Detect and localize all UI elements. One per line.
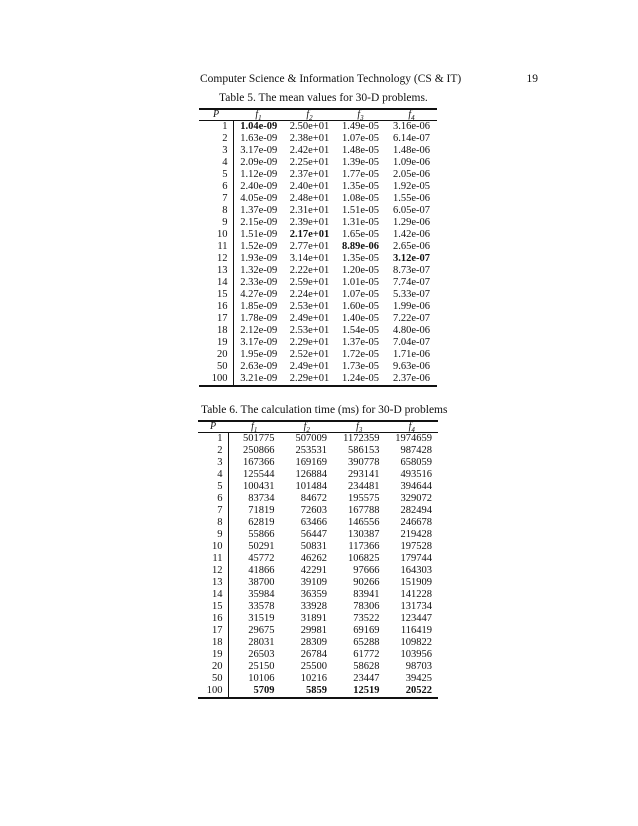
table-row <box>198 661 438 673</box>
table-cell: 1.65e-05 <box>341 228 380 240</box>
table-cell: 3.21e-09 <box>233 373 284 386</box>
table-cell: 2.53e+01 <box>289 324 330 336</box>
table-cell: 987428 <box>400 444 432 456</box>
column-header-f3: $f_3$ <box>333 421 386 432</box>
table-cell: 1.95e-09 <box>240 348 278 360</box>
table-cell: 4.05e-09 <box>240 192 278 204</box>
table-cell: 3.17e-09 <box>240 144 278 156</box>
table-cell: 1.32e-09 <box>240 264 278 276</box>
table-cell: 2.42e+01 <box>289 144 330 156</box>
table-row <box>199 205 437 217</box>
table-cell: 71819 <box>248 504 275 516</box>
table-cell: 390778 <box>348 456 380 468</box>
table-cell: 25150 <box>248 660 275 672</box>
column-header-p: P <box>198 421 228 432</box>
row-label: 4 <box>198 469 228 481</box>
table-cell: 4.27e-09 <box>240 288 278 300</box>
table-cell: 2.59e+01 <box>289 276 330 288</box>
table-cell: 38700 <box>248 576 275 588</box>
table-cell: 97666 <box>353 564 380 576</box>
table-cell: 73522 <box>353 612 380 624</box>
table-cell: 2.33e-09 <box>240 276 278 288</box>
table-row <box>198 613 438 625</box>
row-label: 3 <box>199 145 233 157</box>
table-cell: 69169 <box>353 624 380 636</box>
table-cell: 1.85e-09 <box>240 300 278 312</box>
table-cell: 3.14e+01 <box>289 252 330 264</box>
table-cell: 1.24e-05 <box>335 373 386 386</box>
table-cell: 116419 <box>400 624 432 636</box>
row-label: 20 <box>199 349 233 361</box>
row-label: 15 <box>198 601 228 613</box>
row-label: 13 <box>198 577 228 589</box>
table-cell: 1.39e-05 <box>341 156 380 168</box>
table-cell: 1.54e-05 <box>341 324 380 336</box>
table-cell: 329072 <box>400 492 432 504</box>
row-label: 5 <box>198 481 228 493</box>
row-label: 5 <box>199 169 233 181</box>
table-cell: 23447 <box>353 672 380 684</box>
table-cell: 123447 <box>400 612 432 624</box>
table-row <box>198 601 438 613</box>
table-cell: 179744 <box>400 552 432 564</box>
row-label: 7 <box>199 193 233 205</box>
table-cell: 1.71e-06 <box>392 348 431 360</box>
column-header-f4: $f_4$ <box>386 421 439 432</box>
header-row <box>198 421 438 432</box>
table-cell: 2.40e-09 <box>240 180 278 192</box>
table-row <box>198 469 438 481</box>
row-label: 100 <box>199 373 233 386</box>
table-cell: 2.09e-09 <box>240 156 278 168</box>
table-cell: 658059 <box>400 456 432 468</box>
table-cell: 1.60e-05 <box>341 300 380 312</box>
table-cell: 2.15e-09 <box>240 216 278 228</box>
header-title: Computer Science & Information Technology (CS & IT) <box>200 73 462 85</box>
row-label: 50 <box>198 673 228 685</box>
table-row <box>199 253 437 265</box>
row-label: 20 <box>198 661 228 673</box>
table-cell: 2.50e+01 <box>289 120 330 132</box>
table-row <box>198 517 438 529</box>
row-label: 7 <box>198 505 228 517</box>
column-header-f3: $f_3$ <box>335 109 386 120</box>
table-row <box>199 193 437 205</box>
row-label: 6 <box>199 181 233 193</box>
table-cell: 78306 <box>353 600 380 612</box>
table-cell: 2.37e+01 <box>289 168 330 180</box>
table-cell: 586153 <box>348 444 380 456</box>
table-cell: 56447 <box>300 528 327 540</box>
table-row <box>198 529 438 541</box>
table-cell: 10216 <box>300 672 327 684</box>
table-cell: 1.48e-06 <box>392 144 431 156</box>
table-5-caption: Table 5. The mean values for 30-D problems. <box>219 92 428 104</box>
table-cell: 2.22e+01 <box>289 264 330 276</box>
table-cell: 33578 <box>248 600 275 612</box>
row-label: 9 <box>198 529 228 541</box>
table-cell: 83734 <box>248 492 275 504</box>
table-cell: 2.48e+01 <box>289 192 330 204</box>
table-row <box>199 349 437 361</box>
table-cell: 2.40e+01 <box>289 180 330 192</box>
table-cell: 2.49e+01 <box>289 312 330 324</box>
table-cell: 20522 <box>386 685 439 698</box>
page-number: 19 <box>526 73 538 85</box>
table-cell: 1.07e-05 <box>341 288 380 300</box>
table-row <box>198 505 438 517</box>
table-cell: 2.38e+01 <box>289 132 330 144</box>
table-cell: 167366 <box>243 456 275 468</box>
table-row <box>199 145 437 157</box>
row-label: 17 <box>198 625 228 637</box>
table-row <box>198 589 438 601</box>
table-row <box>198 637 438 649</box>
table-cell: 1.37e-09 <box>240 204 278 216</box>
table-cell: 501775 <box>243 432 275 444</box>
table-cell: 7.74e-07 <box>392 276 431 288</box>
table-row <box>198 673 438 685</box>
table-row <box>199 373 437 386</box>
row-label: 8 <box>199 205 233 217</box>
table-6-calculation-time <box>198 420 438 699</box>
table-row <box>198 493 438 505</box>
table-cell: 45772 <box>248 552 275 564</box>
table-cell: 1.35e-05 <box>341 180 380 192</box>
table-cell: 1.73e-05 <box>341 360 380 372</box>
table-cell: 1.99e-06 <box>392 300 431 312</box>
table-cell: 35984 <box>248 588 275 600</box>
table-cell: 83941 <box>353 588 380 600</box>
row-label: 16 <box>198 613 228 625</box>
table-cell: 2.05e-06 <box>392 168 431 180</box>
table-cell: 109822 <box>400 636 432 648</box>
row-label: 2 <box>198 445 228 457</box>
row-label: 11 <box>198 553 228 565</box>
row-label: 19 <box>199 337 233 349</box>
table-cell: 1.72e-05 <box>341 348 380 360</box>
table-cell: 39109 <box>300 576 327 588</box>
table-cell: 1.51e-09 <box>240 228 278 240</box>
table-row <box>198 445 438 457</box>
table-cell: 6.05e-07 <box>392 204 431 216</box>
table-row <box>199 265 437 277</box>
table-cell: 1.93e-09 <box>240 252 278 264</box>
table-cell: 8.89e-06 <box>341 240 380 252</box>
row-label: 14 <box>199 277 233 289</box>
row-label: 17 <box>199 313 233 325</box>
table-cell: 250866 <box>243 444 275 456</box>
table-cell: 1.52e-09 <box>240 240 278 252</box>
table-cell: 130387 <box>348 528 380 540</box>
table-cell: 146556 <box>348 516 380 528</box>
row-label: 19 <box>198 649 228 661</box>
column-header-f1: $f_1$ <box>228 421 281 432</box>
table-row <box>199 301 437 313</box>
table-cell: 1.31e-05 <box>341 216 380 228</box>
table-cell: 58628 <box>353 660 380 672</box>
table-cell: 42291 <box>300 564 327 576</box>
table-row <box>198 481 438 493</box>
column-header-f4: $f_4$ <box>386 109 437 120</box>
row-label: 3 <box>198 457 228 469</box>
table-cell: 100431 <box>243 480 275 492</box>
table-row <box>199 277 437 289</box>
table-cell: 2.49e+01 <box>289 360 330 372</box>
table-cell: 62819 <box>248 516 275 528</box>
row-label: 8 <box>198 517 228 529</box>
row-label: 1 <box>198 432 228 445</box>
table-6-caption: Table 6. The calculation time (ms) for 30-D problems <box>201 404 448 416</box>
row-label: 9 <box>199 217 233 229</box>
table-cell: 5709 <box>228 685 281 698</box>
table-cell: 1.12e-09 <box>240 168 278 180</box>
table-cell: 507009 <box>295 432 327 444</box>
row-label: 50 <box>199 361 233 373</box>
row-label: 6 <box>198 493 228 505</box>
row-label: 14 <box>198 589 228 601</box>
table-cell: 219428 <box>400 528 432 540</box>
row-label: 1 <box>199 120 233 133</box>
table-cell: 31519 <box>248 612 275 624</box>
table-cell: 2.12e-09 <box>240 324 278 336</box>
table-cell: 1.09e-06 <box>392 156 431 168</box>
table-cell: 2.17e+01 <box>289 228 330 240</box>
table-row <box>198 553 438 565</box>
row-label: 10 <box>198 541 228 553</box>
table-cell: 1.63e-09 <box>240 132 278 144</box>
table-5-mean-values <box>199 108 437 387</box>
table-6-body <box>198 432 438 698</box>
table-cell: 1.20e-05 <box>341 264 380 276</box>
row-label: 18 <box>199 325 233 337</box>
row-label: 100 <box>198 685 228 698</box>
table-cell: 131734 <box>400 600 432 612</box>
table-cell: 1.55e-06 <box>392 192 431 204</box>
row-label: 11 <box>199 241 233 253</box>
table-cell: 2.37e-06 <box>386 373 437 386</box>
table-cell: 1.07e-05 <box>341 132 380 144</box>
table-cell: 1.01e-05 <box>341 276 380 288</box>
table-cell: 50291 <box>248 540 275 552</box>
table-row <box>199 289 437 301</box>
table-cell: 36359 <box>300 588 327 600</box>
table-row <box>198 457 438 469</box>
column-header-f2: $f_2$ <box>284 109 335 120</box>
table-row <box>198 541 438 553</box>
table-cell: 167788 <box>348 504 380 516</box>
table-cell: 55866 <box>248 528 275 540</box>
running-header <box>200 72 538 86</box>
table-row <box>199 217 437 229</box>
table-cell: 195575 <box>348 492 380 504</box>
row-label: 13 <box>199 265 233 277</box>
table-cell: 2.25e+01 <box>289 156 330 168</box>
table-row <box>199 157 437 169</box>
table-cell: 25500 <box>300 660 327 672</box>
table-cell: 4.80e-06 <box>392 324 431 336</box>
row-label: 15 <box>199 289 233 301</box>
table-5-body <box>199 120 437 386</box>
table-cell: 293141 <box>348 468 380 480</box>
table-cell: 246678 <box>400 516 432 528</box>
row-label: 18 <box>198 637 228 649</box>
row-label: 4 <box>199 157 233 169</box>
table-cell: 7.04e-07 <box>392 336 431 348</box>
table-cell: 29675 <box>248 624 275 636</box>
table-cell: 2.63e-09 <box>240 360 278 372</box>
table-cell: 84672 <box>300 492 327 504</box>
table-cell: 1.37e-05 <box>341 336 380 348</box>
table-cell: 1.04e-09 <box>240 120 278 132</box>
table-row <box>198 565 438 577</box>
table-cell: 33928 <box>300 600 327 612</box>
table-5-header <box>199 109 437 123</box>
table-row <box>198 625 438 637</box>
table-cell: 2.77e+01 <box>289 240 330 252</box>
table-cell: 253531 <box>295 444 327 456</box>
table-cell: 394644 <box>400 480 432 492</box>
table-row <box>199 229 437 241</box>
table-cell: 26503 <box>248 648 275 660</box>
table-cell: 7.22e-07 <box>392 312 431 324</box>
table-cell: 5859 <box>281 685 334 698</box>
table-row <box>199 241 437 253</box>
column-header-f2: $f_2$ <box>281 421 334 432</box>
table-cell: 46262 <box>300 552 327 564</box>
table-row <box>199 361 437 373</box>
table-row <box>198 577 438 589</box>
row-label: 10 <box>199 229 233 241</box>
table-cell: 5.33e-07 <box>392 288 431 300</box>
table-cell: 493516 <box>400 468 432 480</box>
table-row <box>199 181 437 193</box>
table-cell: 41866 <box>248 564 275 576</box>
table-cell: 63466 <box>300 516 327 528</box>
row-label: 16 <box>199 301 233 313</box>
table-cell: 1.42e-06 <box>392 228 431 240</box>
table-cell: 72603 <box>300 504 327 516</box>
table-cell: 12519 <box>333 685 386 698</box>
table-cell: 1.48e-05 <box>341 144 380 156</box>
table-cell: 2.65e-06 <box>392 240 431 252</box>
table-6-header <box>198 421 438 435</box>
row-label: 12 <box>198 565 228 577</box>
table-cell: 125544 <box>243 468 275 480</box>
table-cell: 50831 <box>300 540 327 552</box>
column-header-f1: $f_1$ <box>233 109 284 120</box>
table-cell: 6.14e-07 <box>392 132 431 144</box>
table-row <box>199 169 437 181</box>
table-row <box>199 133 437 145</box>
table-cell: 197528 <box>400 540 432 552</box>
table-cell: 282494 <box>400 504 432 516</box>
table-row <box>198 432 438 445</box>
table-cell: 164303 <box>400 564 432 576</box>
table-cell: 2.39e+01 <box>289 216 330 228</box>
table-cell: 3.12e-07 <box>392 252 431 264</box>
table-cell: 103956 <box>400 648 432 660</box>
table-cell: 29981 <box>300 624 327 636</box>
table-cell: 2.53e+01 <box>289 300 330 312</box>
table-cell: 169169 <box>295 456 327 468</box>
row-label: 2 <box>199 133 233 145</box>
table-cell: 1.92e-05 <box>392 180 431 192</box>
table-row <box>198 649 438 661</box>
table-cell: 2.24e+01 <box>289 288 330 300</box>
column-header-p: P <box>199 109 233 120</box>
row-label: 12 <box>199 253 233 265</box>
table-cell: 1974659 <box>395 432 432 444</box>
table-cell: 28031 <box>248 636 275 648</box>
table-cell: 1.35e-05 <box>341 252 380 264</box>
table-row <box>199 325 437 337</box>
table-cell: 2.29e+01 <box>289 336 330 348</box>
header-row <box>199 109 437 120</box>
table-row <box>198 685 438 698</box>
table-cell: 141228 <box>400 588 432 600</box>
table-cell: 151909 <box>400 576 432 588</box>
table-cell: 1172359 <box>343 432 380 444</box>
table-cell: 10106 <box>248 672 275 684</box>
table-cell: 3.16e-06 <box>392 120 431 132</box>
table-cell: 1.29e-06 <box>392 216 431 228</box>
table-cell: 1.08e-05 <box>341 192 380 204</box>
table-cell: 65288 <box>353 636 380 648</box>
table-cell: 26784 <box>300 648 327 660</box>
table-cell: 9.63e-06 <box>392 360 431 372</box>
table-row <box>199 337 437 349</box>
table-cell: 101484 <box>295 480 327 492</box>
table-cell: 1.51e-05 <box>341 204 380 216</box>
table-cell: 61772 <box>353 648 380 660</box>
table-cell: 8.73e-07 <box>392 264 431 276</box>
table-row <box>199 313 437 325</box>
table-cell: 39425 <box>405 672 432 684</box>
table-cell: 3.17e-09 <box>240 336 278 348</box>
table-row <box>199 120 437 133</box>
table-cell: 234481 <box>348 480 380 492</box>
table-cell: 1.78e-09 <box>240 312 278 324</box>
table-cell: 2.52e+01 <box>289 348 330 360</box>
table-cell: 2.29e+01 <box>284 373 335 386</box>
table-cell: 1.40e-05 <box>341 312 380 324</box>
table-cell: 28309 <box>300 636 327 648</box>
table-cell: 31891 <box>300 612 327 624</box>
table-cell: 98703 <box>405 660 432 672</box>
table-cell: 90266 <box>353 576 380 588</box>
table-cell: 126884 <box>295 468 327 480</box>
table-cell: 1.49e-05 <box>341 120 380 132</box>
table-cell: 117366 <box>348 540 380 552</box>
table-cell: 1.77e-05 <box>341 168 380 180</box>
table-cell: 2.31e+01 <box>289 204 330 216</box>
table-cell: 106825 <box>348 552 380 564</box>
